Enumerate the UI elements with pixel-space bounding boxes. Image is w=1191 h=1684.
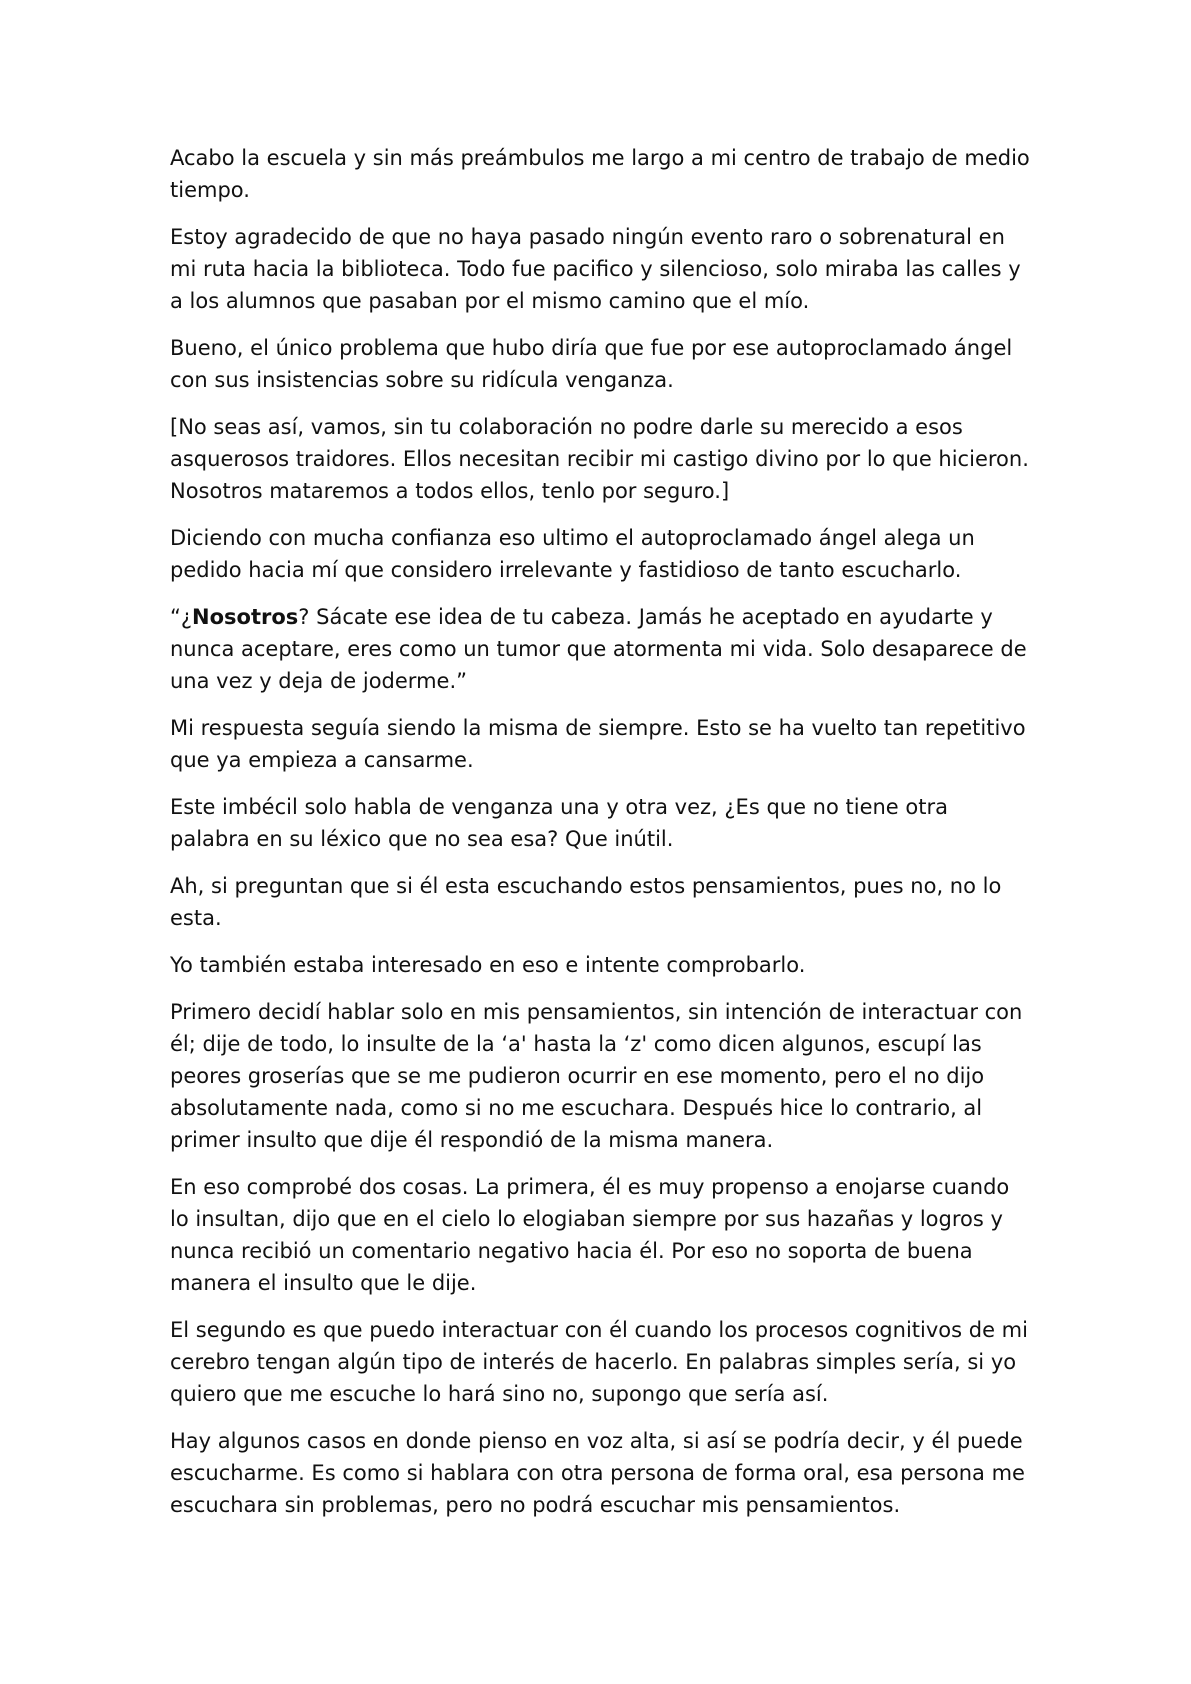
paragraph-3: Bueno, el único problema que hubo diría que fue por ese autoproclamado ángel con sus insistencias sobre su ridícula venganza. <box>170 336 1013 392</box>
paragraph-7: Mi respuesta seguía siendo la misma de siempre. Esto se ha vuelto tan repetitivo que ya empieza a cansarme. <box>170 716 1026 772</box>
paragraph-8: Este imbécil solo habla de venganza una y otra vez, ¿Es que no tiene otra palabra en su léxico que no sea esa? Que inútil. <box>170 795 948 851</box>
paragraph-14: Hay algunos casos en donde pienso en voz alta, si así se podría decir, y él puede escucharme. Es como si hablara con otra persona de forma oral, esa persona me escuchara sin problemas, pero no podrá escuchar mis pensamientos. <box>170 1429 1025 1517</box>
paragraph-13: El segundo es que puedo interactuar con él cuando los procesos cognitivos de mi cerebro tengan algún tipo de interés de hacerlo. En palabras simples sería, si yo quiero que me escuche lo hará sino no, supongo que sería así. <box>170 1318 1028 1406</box>
paragraph-11: Primero decidí hablar solo en mis pensamientos, sin intención de interactuar con él; dije de todo, lo insulte de la ‘a' hasta la ‘z' como dicen algunos, escupí las peores groserías que se me pudieron ocurrir en ese momento, pero el no dijo absolutamente nada, como si no me escuchara. Después hice lo contrario, al primer insulto que dije él respondió de la misma manera. <box>170 1000 1023 1152</box>
paragraph-2: Estoy agradecido de que no haya pasado ningún evento raro o sobrenatural en mi ruta hacia la biblioteca. Todo fue pacifico y silencioso, solo miraba las calles y a los alumnos que pasaban por el mismo camino que el mío. <box>170 225 1021 313</box>
paragraph-9: Ah, si preguntan que si él esta escuchando estos pensamientos, pues no, no lo esta. <box>170 874 1002 930</box>
paragraph-6-end: ? Sácate ese idea de tu cabeza. Jamás he aceptado en ayudarte y nunca aceptare, eres como un tumor que atormenta mi vida. Solo desaparece de una vez y deja de joderme.” <box>170 605 1027 693</box>
paragraph-10: Yo también estaba interesado en eso e intente comprobarlo. <box>170 953 806 977</box>
paragraph-1: Acabo la escuela y sin más preámbulos me largo a mi centro de trabajo de medio tiempo. <box>170 146 1030 202</box>
paragraph-5: Diciendo con mucha confianza eso ultimo el autoproclamado ángel alega un pedido hacia mí que considero irrelevante y fastidioso de tanto escucharlo. <box>170 526 975 582</box>
paragraph-12: En eso comprobé dos cosas. La primera, él es muy propenso a enojarse cuando lo insultan, dijo que en el cielo lo elogiaban siempre por sus hazañas y logros y nunca recibió un comentario negativo hacia él. Por eso no soporta de buena manera el insulto que le dije. <box>170 1175 1010 1295</box>
document-body <box>170 142 1030 1536</box>
paragraph-6-start: “¿ <box>170 605 193 629</box>
paragraph-6 <box>170 601 1030 697</box>
paragraph-4: [No seas así, vamos, sin tu colaboración no podre darle su merecido a esos asquerosos traidores. Ellos necesitan recibir mi castigo divino por lo que hicieron. Nosotros mataremos a todos ellos, tenlo por seguro.] <box>170 415 1029 503</box>
paragraph-6-bold-word: Nosotros <box>192 605 299 629</box>
